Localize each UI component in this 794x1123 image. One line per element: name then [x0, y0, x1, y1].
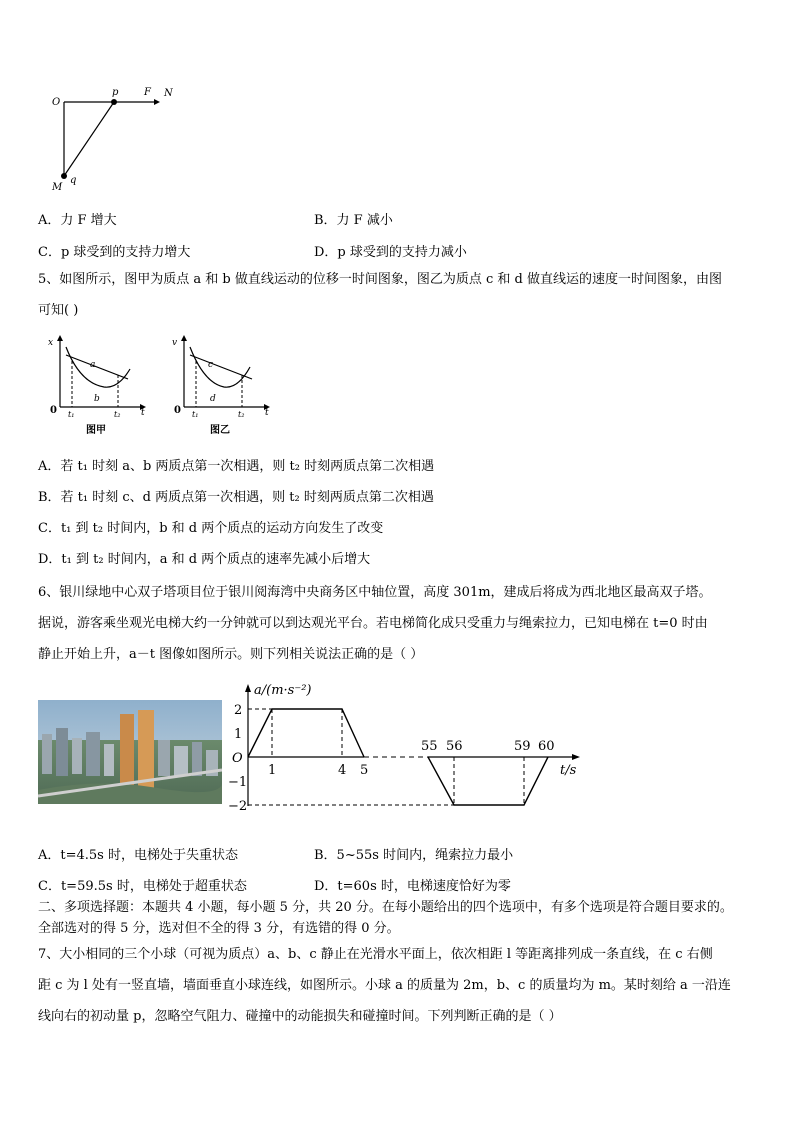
q6-stem-line1: 6、银川绿地中心双子塔项目位于银川阅海湾中央商务区中轴位置，高度 301m，建成后将成为西北地区最高双子塔。: [38, 585, 712, 600]
q4-option-d: D．p 球受到的支持力减小: [314, 245, 467, 260]
q6-option-d: D．t=60s 时，电梯速度恰好为零: [314, 879, 511, 894]
q6-stem-line3: 静止开始上升，a－t 图像如图所示。则下列相关说法正确的是（ ）: [38, 647, 424, 662]
graph-ylabel: a/(m·s⁻²): [254, 683, 312, 698]
yi-t2: t₂: [238, 410, 245, 419]
graph-xlabel: t/s: [560, 763, 577, 778]
q5-figure-yi: [164, 333, 276, 439]
yi-ylabel: v: [172, 338, 178, 348]
ytick-neg2: −2: [228, 799, 248, 810]
yi-t1: t₁: [192, 410, 199, 419]
yi-d: d: [210, 394, 216, 404]
twin-tower-photo: [38, 700, 222, 804]
q7-stem-line1: 7、大小相同的三个小球（可视为质点）a、b、c 静止在光滑水平面上，依次相距 l 等距离排列成一条直线，在 c 右侧: [38, 947, 713, 962]
q6-at-graph: [228, 680, 590, 810]
q4-option-a: A．力 F 增大: [38, 213, 117, 228]
xtick-55: 55: [421, 739, 438, 754]
ytick-1: 1: [234, 727, 243, 742]
ytick-neg1: −1: [228, 775, 248, 790]
yi-t: t: [265, 408, 269, 418]
xtick-4: 4: [338, 763, 347, 778]
xtick-56: 56: [446, 739, 463, 754]
q4-option-c: C．p 球受到的支持力增大: [38, 245, 191, 260]
q6-option-a: A．t=4.5s 时，电梯处于失重状态: [38, 848, 238, 863]
ytick-2: 2: [234, 703, 243, 718]
label-O: O: [52, 97, 61, 108]
section2-heading-line2: 全部选对的得 5 分，选对但不全的得 3 分，有选错的得 0 分。: [38, 921, 400, 936]
section2-heading-line1: 二、多项选择题：本题共 4 小题，每小题 5 分，共 20 分。在每小题给出的四个选项中，有多个选项是符合题目要求的。: [38, 900, 733, 915]
label-F: F: [144, 87, 151, 98]
jia-ylabel: x: [48, 338, 54, 348]
q5-option-d: D．t₁ 到 t₂ 时间内，a 和 d 两个质点的速率先减小后增大: [38, 552, 371, 567]
jia-b: b: [94, 394, 100, 404]
q4-option-b: B．力 F 减小: [314, 213, 393, 228]
q6-option-b: B．5~55s 时间内，绳索拉力最小: [314, 848, 514, 863]
xtick-59: 59: [514, 739, 531, 754]
xtick-1: 1: [268, 763, 277, 778]
jia-caption: 图甲: [86, 425, 106, 436]
label-q: q: [70, 175, 77, 186]
yi-origin: 0: [174, 405, 181, 416]
yi-c: c: [208, 360, 214, 370]
q5-option-c: C．t₁ 到 t₂ 时间内，b 和 d 两个质点的运动方向发生了改变: [38, 521, 384, 536]
label-N: N: [164, 88, 173, 99]
q7-stem-line2: 距 c 为 l 处有一竖直墙，墙面垂直小球连线，如图所示。小球 a 的质量为 2m，b、c 的质量均为 m。某时刻给 a 一沿连: [38, 978, 731, 993]
yi-caption: 图乙: [210, 425, 230, 436]
q6-option-c: C．t=59.5s 时，电梯处于超重状态: [38, 879, 247, 894]
q6-stem-line2: 据说，游客乘坐观光电梯大约一分钟就可以到达观光平台。若电梯简化成只受重力与绳索拉力，已知电梯在 t=0 时由: [38, 616, 708, 631]
q7-stem-line3: 线向右的初动量 p，忽略空气阻力、碰撞中的动能损失和碰撞时间。下列判断正确的是（ ）: [38, 1009, 562, 1024]
q5-stem-line1: 5、如图所示，图甲为质点 a 和 b 做直线运动的位移一时间图象，图乙为质点 c 和 d 做直线运的速度一时间图象，由图: [38, 272, 723, 287]
xtick-5: 5: [360, 763, 369, 778]
label-p: p: [112, 87, 119, 98]
jia-t2: t₂: [114, 410, 121, 419]
q5-option-b: B．若 t₁ 时刻 c、d 两质点第一次相遇，则 t₂ 时刻两质点第二次相遇: [38, 490, 434, 505]
label-M: M: [52, 182, 63, 193]
q4-figure: [48, 84, 188, 196]
jia-origin: 0: [50, 405, 57, 416]
jia-t: t: [141, 408, 145, 418]
q5-option-a: A．若 t₁ 时刻 a、b 两质点第一次相遇，则 t₂ 时刻两质点第二次相遇: [38, 459, 435, 474]
xtick-60: 60: [538, 739, 555, 754]
graph-origin: O: [232, 751, 243, 766]
q5-stem-line2: 可知( ): [38, 303, 79, 318]
q5-figure-jia: [40, 333, 152, 439]
jia-a: a: [90, 360, 96, 370]
jia-t1: t₁: [68, 410, 75, 419]
